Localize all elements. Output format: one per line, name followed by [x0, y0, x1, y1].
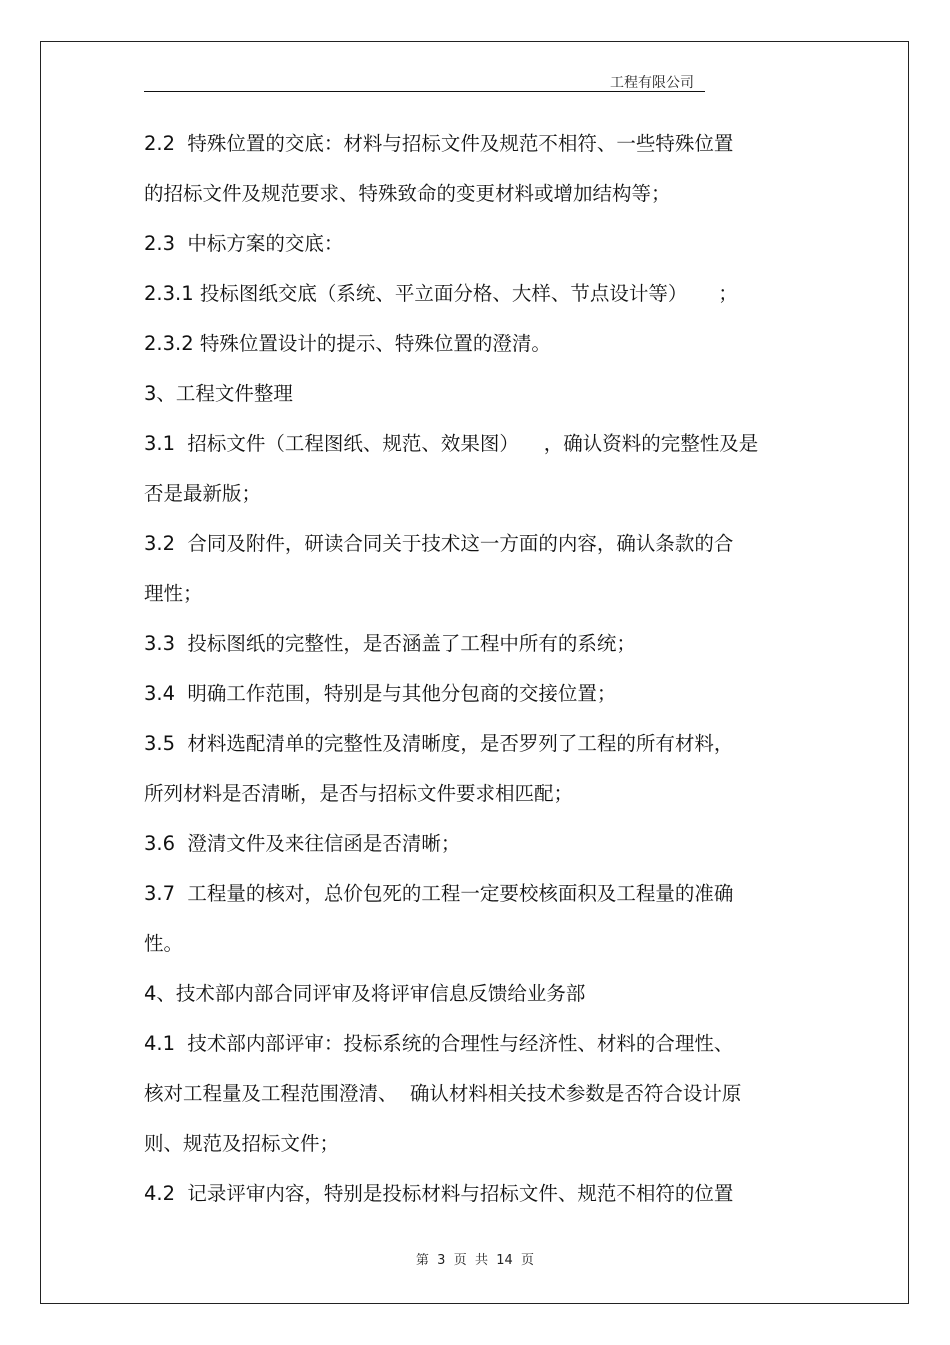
- body-line: 性。: [144, 932, 184, 955]
- body-line: 3.6 澄清文件及来往信函是否清晰；: [144, 832, 461, 855]
- header-company-name: 工程有限公司: [610, 75, 694, 91]
- section-heading: 2.3 中标方案的交底：: [144, 232, 344, 255]
- body-line: 3.5 材料选配清单的完整性及清晰度，是否罗列了工程的所有材料，: [144, 732, 734, 755]
- header-rule: [144, 91, 705, 92]
- body-line: 3.4 明确工作范围，特别是与其他分包商的交接位置；: [144, 682, 617, 705]
- body-line: 2.2 特殊位置的交底：材料与招标文件及规范不相符、一些特殊位置: [144, 132, 734, 155]
- section-heading: 4、技术部内部合同评审及将评审信息反馈给业务部: [144, 982, 586, 1005]
- body-line: 则、规范及招标文件；: [144, 1132, 340, 1155]
- body-line: 3.3 投标图纸的完整性，是否涵盖了工程中所有的系统；: [144, 632, 636, 655]
- body-line: 2.3.2 特殊位置设计的提示、特殊位置的澄清。: [144, 332, 551, 355]
- body-line: 3.7 工程量的核对，总价包死的工程一定要校核面积及工程量的准确: [144, 882, 734, 905]
- body-line: 4.2 记录评审内容，特别是投标材料与招标文件、规范不相符的位置: [144, 1182, 734, 1205]
- section-heading: 3、工程文件整理: [144, 382, 293, 405]
- body-line: 所列材料是否清晰，是否与招标文件要求相匹配；: [144, 782, 574, 805]
- page-number: 第 3 页 共 14 页: [415, 1253, 535, 1268]
- body-line: 理性；: [144, 582, 203, 605]
- body-line: 3.1 招标文件（工程图纸、规范、效果图） ，确认资料的完整性及是: [144, 432, 759, 455]
- body-line: 否是最新版；: [144, 482, 262, 505]
- body-line: 的招标文件及规范要求、特殊致命的变更材料或增加结构等；: [144, 182, 671, 205]
- body-line: 4.1 技术部内部评审：投标系统的合理性与经济性、材料的合理性、: [144, 1032, 734, 1055]
- body-line: 核对工程量及工程范围澄清、 确认材料相关技术参数是否符合设计原: [144, 1082, 742, 1105]
- body-line: 3.2 合同及附件，研读合同关于技术这一方面的内容，确认条款的合: [144, 532, 734, 555]
- body-line: 2.3.1 投标图纸交底（系统、平立面分格、大样、节点设计等） ；: [144, 282, 738, 305]
